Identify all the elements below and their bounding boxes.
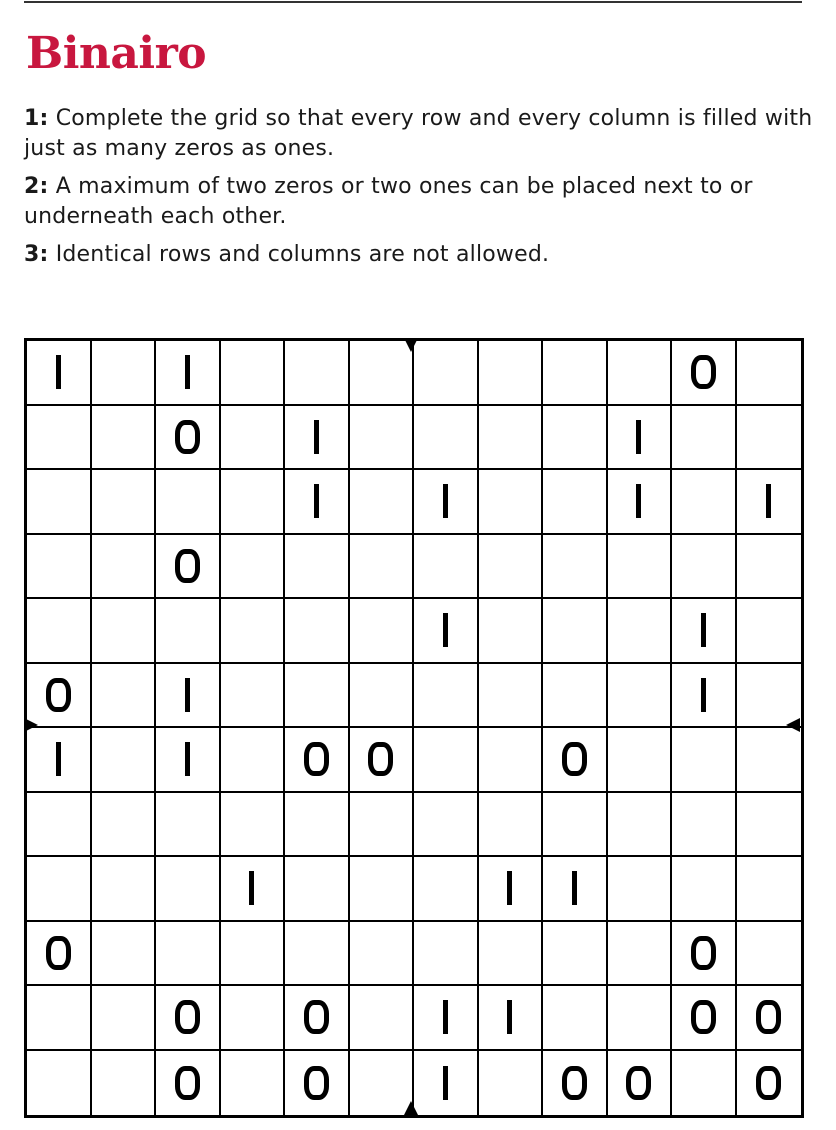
grid-cell-empty[interactable] xyxy=(414,535,479,600)
digit-one xyxy=(443,484,448,518)
grid-cell-given xyxy=(350,728,415,793)
digit-zero xyxy=(368,742,393,776)
grid-cell-empty[interactable] xyxy=(737,599,802,664)
grid-cell-empty[interactable] xyxy=(350,793,415,858)
grid-cell-given xyxy=(737,986,802,1051)
grid-cell-empty[interactable] xyxy=(285,535,350,600)
grid-cell-empty[interactable] xyxy=(92,728,157,793)
grid-cell-given xyxy=(608,1051,673,1116)
digit-one xyxy=(443,1000,448,1034)
digit-one xyxy=(56,355,61,389)
grid-cell-given xyxy=(27,341,92,406)
grid-cell-empty[interactable] xyxy=(414,793,479,858)
grid-cell-empty[interactable] xyxy=(156,793,221,858)
grid-cell-empty[interactable] xyxy=(156,922,221,987)
grid-cell-given xyxy=(608,406,673,471)
grid-cell-empty[interactable] xyxy=(608,535,673,600)
grid-cell-empty[interactable] xyxy=(737,535,802,600)
grid-cell-given xyxy=(156,535,221,600)
grid-cell-empty[interactable] xyxy=(672,535,737,600)
grid-cell-empty[interactable] xyxy=(672,406,737,471)
grid-cell-empty[interactable] xyxy=(285,857,350,922)
grid-cell-empty[interactable] xyxy=(221,664,286,729)
grid-cell-empty[interactable] xyxy=(543,470,608,535)
digit-one xyxy=(701,613,706,647)
center-marker-top xyxy=(404,338,418,352)
digit-zero xyxy=(175,1066,200,1100)
grid-cell-empty[interactable] xyxy=(285,341,350,406)
grid-cell-empty[interactable] xyxy=(414,857,479,922)
grid-cell-empty[interactable] xyxy=(221,341,286,406)
digit-one xyxy=(443,1066,448,1100)
grid-cell-empty[interactable] xyxy=(92,470,157,535)
digit-one xyxy=(185,355,190,389)
grid-cell-given xyxy=(543,1051,608,1116)
rule-3 xyxy=(24,240,814,270)
digit-one xyxy=(766,484,771,518)
grid-cell-empty[interactable] xyxy=(608,341,673,406)
grid-cell-empty[interactable] xyxy=(543,986,608,1051)
grid-cell-empty[interactable] xyxy=(737,793,802,858)
grid-cell-given xyxy=(672,922,737,987)
grid-cell-empty[interactable] xyxy=(92,986,157,1051)
grid-cell-given xyxy=(479,986,544,1051)
grid-cell-given xyxy=(156,341,221,406)
digit-one xyxy=(443,613,448,647)
grid-cell-empty[interactable] xyxy=(672,857,737,922)
grid-cell-empty[interactable] xyxy=(27,793,92,858)
grid-cell-empty[interactable] xyxy=(27,857,92,922)
grid-cell-empty[interactable] xyxy=(221,793,286,858)
grid-cell-empty[interactable] xyxy=(350,857,415,922)
grid-cell-empty[interactable] xyxy=(27,599,92,664)
grid-cell-given xyxy=(737,470,802,535)
grid-cell-given xyxy=(156,986,221,1051)
grid-cell-empty[interactable] xyxy=(221,728,286,793)
grid-cell-empty[interactable] xyxy=(672,1051,737,1116)
grid-cell-empty[interactable] xyxy=(543,341,608,406)
digit-zero xyxy=(691,1000,716,1034)
grid-cell-empty[interactable] xyxy=(156,599,221,664)
digit-zero xyxy=(756,1066,781,1100)
grid-cell-empty[interactable] xyxy=(672,470,737,535)
grid-cell-empty[interactable] xyxy=(350,664,415,729)
grid-cell-empty[interactable] xyxy=(479,599,544,664)
rule-text: Identical rows and columns are not allowed. xyxy=(48,242,550,267)
grid-cell-empty[interactable] xyxy=(608,599,673,664)
grid-cell-given xyxy=(543,728,608,793)
grid-cell-empty[interactable] xyxy=(479,470,544,535)
digit-zero xyxy=(175,1000,200,1034)
grid-cell-given xyxy=(285,406,350,471)
grid-cell-empty[interactable] xyxy=(543,664,608,729)
grid-cell-empty[interactable] xyxy=(414,664,479,729)
grid-cell-given xyxy=(414,986,479,1051)
grid-cell-empty[interactable] xyxy=(479,535,544,600)
grid-cell-empty[interactable] xyxy=(27,986,92,1051)
grid-cell-empty[interactable] xyxy=(92,857,157,922)
digit-one xyxy=(314,484,319,518)
digit-zero xyxy=(691,355,716,389)
grid-cell-empty[interactable] xyxy=(156,857,221,922)
grid-cell-empty[interactable] xyxy=(543,793,608,858)
digit-zero xyxy=(626,1066,651,1100)
grid-cell-empty[interactable] xyxy=(27,406,92,471)
digit-zero xyxy=(562,1066,587,1100)
grid-cell-empty[interactable] xyxy=(479,664,544,729)
puzzle-title: Binairo xyxy=(26,28,207,79)
grid-cell-empty[interactable] xyxy=(479,341,544,406)
digit-one xyxy=(314,420,319,454)
grid-cell-empty[interactable] xyxy=(27,535,92,600)
grid-cell-given xyxy=(27,728,92,793)
grid-cell-empty[interactable] xyxy=(414,922,479,987)
grid-cell-empty[interactable] xyxy=(543,535,608,600)
grid-cell-empty[interactable] xyxy=(92,535,157,600)
grid-cell-empty[interactable] xyxy=(414,406,479,471)
digit-zero xyxy=(304,1000,329,1034)
grid-cell-given xyxy=(479,857,544,922)
grid-cell-given xyxy=(414,470,479,535)
grid-cell-empty[interactable] xyxy=(285,599,350,664)
grid-cell-empty[interactable] xyxy=(543,599,608,664)
grid-cell-empty[interactable] xyxy=(608,728,673,793)
grid-cell-empty[interactable] xyxy=(221,599,286,664)
grid-cell-given xyxy=(672,986,737,1051)
rule-text: Complete the grid so that every row and every column is filled with just as many zeros as ones. xyxy=(24,106,813,161)
grid-cell-given xyxy=(285,470,350,535)
grid-cell-empty[interactable] xyxy=(221,535,286,600)
grid-cell-empty[interactable] xyxy=(221,470,286,535)
grid-cell-empty[interactable] xyxy=(479,728,544,793)
center-marker-bottom xyxy=(404,1101,418,1115)
rules-list xyxy=(24,104,814,278)
digit-one xyxy=(185,678,190,712)
grid-cell-empty[interactable] xyxy=(92,664,157,729)
digit-one xyxy=(636,420,641,454)
grid-cell-empty[interactable] xyxy=(672,728,737,793)
grid-cell-given xyxy=(672,599,737,664)
grid-cell-given xyxy=(27,922,92,987)
grid-cell-given xyxy=(285,986,350,1051)
grid-cell-empty[interactable] xyxy=(92,341,157,406)
grid-cell-given xyxy=(543,857,608,922)
grid-cell-empty[interactable] xyxy=(737,857,802,922)
digit-zero xyxy=(175,420,200,454)
grid-cell-empty[interactable] xyxy=(608,922,673,987)
grid-cell-empty[interactable] xyxy=(479,793,544,858)
grid-cell-empty[interactable] xyxy=(92,922,157,987)
grid-cell-empty[interactable] xyxy=(285,664,350,729)
rule-2 xyxy=(24,172,814,232)
digit-one xyxy=(185,742,190,776)
digit-one xyxy=(507,871,512,905)
grid-cell-empty[interactable] xyxy=(737,728,802,793)
grid-cell-empty[interactable] xyxy=(350,922,415,987)
center-marker-left xyxy=(24,718,38,732)
digit-one xyxy=(701,678,706,712)
grid-cell-empty[interactable] xyxy=(285,793,350,858)
grid-cell-given xyxy=(156,1051,221,1116)
digit-zero xyxy=(175,549,200,583)
rule-number: 1: xyxy=(24,106,49,131)
grid-cell-empty[interactable] xyxy=(737,922,802,987)
grid-cell-empty[interactable] xyxy=(350,986,415,1051)
digit-zero xyxy=(562,742,587,776)
grid-cell-empty[interactable] xyxy=(737,341,802,406)
grid-cell-given xyxy=(156,728,221,793)
grid-cell-empty[interactable] xyxy=(543,406,608,471)
center-marker-right xyxy=(786,718,800,732)
digit-zero xyxy=(304,1066,329,1100)
grid-cell-given xyxy=(414,599,479,664)
rule-1 xyxy=(24,104,814,164)
grid-cell-empty[interactable] xyxy=(221,1051,286,1116)
rule-number: 3: xyxy=(24,242,49,267)
grid-cell-empty[interactable] xyxy=(350,599,415,664)
grid-cell-empty[interactable] xyxy=(92,793,157,858)
digit-zero xyxy=(46,936,71,970)
rule-text: A maximum of two zeros or two ones can be placed next to or underneath each other. xyxy=(24,174,753,229)
digit-one xyxy=(56,742,61,776)
grid-cell-empty[interactable] xyxy=(92,599,157,664)
grid-cell-given xyxy=(608,470,673,535)
grid-cell-given xyxy=(156,664,221,729)
grid-cell-empty[interactable] xyxy=(221,986,286,1051)
grid-cell-empty[interactable] xyxy=(27,470,92,535)
grid-cell-empty[interactable] xyxy=(414,341,479,406)
grid-cell-empty[interactable] xyxy=(737,406,802,471)
grid-cell-empty[interactable] xyxy=(479,1051,544,1116)
grid-cell-empty[interactable] xyxy=(543,922,608,987)
grid-cell-empty[interactable] xyxy=(672,793,737,858)
binairo-grid xyxy=(24,338,804,1118)
grid-cell-given xyxy=(672,341,737,406)
grid-cell-empty[interactable] xyxy=(479,922,544,987)
digit-one xyxy=(249,871,254,905)
grid-cell-given xyxy=(737,1051,802,1116)
grid-cell-empty[interactable] xyxy=(608,857,673,922)
grid-cell-empty[interactable] xyxy=(156,470,221,535)
grid-cell-empty[interactable] xyxy=(221,922,286,987)
grid-cell-empty[interactable] xyxy=(608,793,673,858)
digit-zero xyxy=(304,742,329,776)
digit-zero xyxy=(46,678,71,712)
grid-cell-empty[interactable] xyxy=(350,535,415,600)
grid-cell-empty[interactable] xyxy=(414,728,479,793)
grid-cell-empty[interactable] xyxy=(27,1051,92,1116)
grid-cell-empty[interactable] xyxy=(285,922,350,987)
grid-cell-empty[interactable] xyxy=(92,1051,157,1116)
grid-cell-empty[interactable] xyxy=(608,664,673,729)
grid-cell-empty[interactable] xyxy=(479,406,544,471)
grid-cell-empty[interactable] xyxy=(350,470,415,535)
grid-cell-empty[interactable] xyxy=(608,986,673,1051)
grid-cell-given xyxy=(414,1051,479,1116)
grid-cell-given xyxy=(285,728,350,793)
grid-cell-empty[interactable] xyxy=(221,406,286,471)
grid-cell-given xyxy=(672,664,737,729)
grid-cell-empty[interactable] xyxy=(92,406,157,471)
rule-number: 2: xyxy=(24,174,49,199)
digit-one xyxy=(572,871,577,905)
grid-cell-given xyxy=(285,1051,350,1116)
grid-cell-given xyxy=(221,857,286,922)
digit-one xyxy=(636,484,641,518)
digit-one xyxy=(507,1000,512,1034)
grid-cell-given xyxy=(156,406,221,471)
digit-zero xyxy=(756,1000,781,1034)
top-divider xyxy=(24,1,802,3)
grid-cell-empty[interactable] xyxy=(350,406,415,471)
digit-zero xyxy=(691,936,716,970)
